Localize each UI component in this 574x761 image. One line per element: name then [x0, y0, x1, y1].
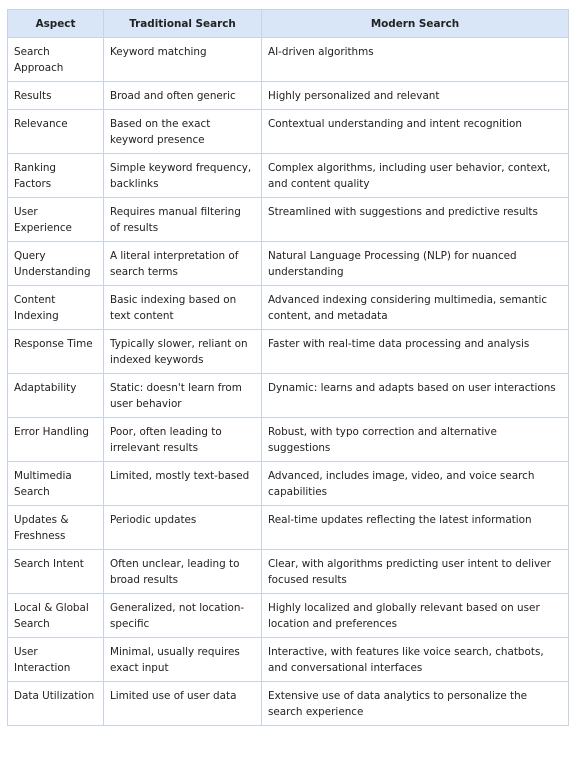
cell-traditional: Keyword matching	[104, 38, 262, 82]
cell-traditional: Basic indexing based on text content	[104, 286, 262, 330]
cell-traditional: Minimal, usually requires exact input	[104, 638, 262, 682]
cell-modern: AI-driven algorithms	[262, 38, 569, 82]
cell-modern: Clear, with algorithms predicting user intent to deliver focused results	[262, 550, 569, 594]
comparison-table-container	[7, 9, 568, 726]
cell-traditional: Broad and often generic	[104, 82, 262, 110]
table-row	[8, 154, 569, 198]
table-row	[8, 374, 569, 418]
cell-aspect: Ranking Factors	[8, 154, 104, 198]
cell-modern: Streamlined with suggestions and predictive results	[262, 198, 569, 242]
table-row	[8, 286, 569, 330]
cell-aspect: Content Indexing	[8, 286, 104, 330]
header-aspect: Aspect	[8, 10, 104, 38]
table-row	[8, 638, 569, 682]
cell-traditional: Limited use of user data	[104, 682, 262, 726]
cell-modern: Dynamic: learns and adapts based on user interactions	[262, 374, 569, 418]
header-row	[8, 10, 569, 38]
cell-modern: Highly personalized and relevant	[262, 82, 569, 110]
header-modern-search: Modern Search	[262, 10, 569, 38]
cell-aspect: Multimedia Search	[8, 462, 104, 506]
cell-traditional: Simple keyword frequency, backlinks	[104, 154, 262, 198]
cell-modern: Natural Language Processing (NLP) for nuanced understanding	[262, 242, 569, 286]
table-row	[8, 330, 569, 374]
cell-modern: Extensive use of data analytics to personalize the search experience	[262, 682, 569, 726]
cell-aspect: Updates & Freshness	[8, 506, 104, 550]
cell-modern: Contextual understanding and intent recognition	[262, 110, 569, 154]
cell-aspect: Search Intent	[8, 550, 104, 594]
cell-traditional: Periodic updates	[104, 506, 262, 550]
cell-traditional: Typically slower, reliant on indexed keywords	[104, 330, 262, 374]
cell-modern: Real-time updates reflecting the latest information	[262, 506, 569, 550]
cell-aspect: Response Time	[8, 330, 104, 374]
cell-modern: Advanced, includes image, video, and voice search capabilities	[262, 462, 569, 506]
cell-aspect: User Interaction	[8, 638, 104, 682]
table-body	[8, 38, 569, 726]
cell-aspect: Search Approach	[8, 38, 104, 82]
cell-aspect: Data Utilization	[8, 682, 104, 726]
cell-aspect: Adaptability	[8, 374, 104, 418]
cell-aspect: User Experience	[8, 198, 104, 242]
comparison-table	[7, 9, 569, 726]
cell-modern: Robust, with typo correction and alternative suggestions	[262, 418, 569, 462]
table-header	[8, 10, 569, 38]
table-row	[8, 38, 569, 82]
table-row	[8, 682, 569, 726]
table-row	[8, 418, 569, 462]
cell-aspect: Relevance	[8, 110, 104, 154]
cell-aspect: Results	[8, 82, 104, 110]
table-row	[8, 594, 569, 638]
cell-traditional: Requires manual filtering of results	[104, 198, 262, 242]
cell-traditional: Often unclear, leading to broad results	[104, 550, 262, 594]
cell-modern: Interactive, with features like voice search, chatbots, and conversational interfaces	[262, 638, 569, 682]
cell-aspect: Error Handling	[8, 418, 104, 462]
table-row	[8, 198, 569, 242]
cell-aspect: Local & Global Search	[8, 594, 104, 638]
table-row	[8, 462, 569, 506]
table-row	[8, 550, 569, 594]
cell-traditional: A literal interpretation of search terms	[104, 242, 262, 286]
cell-traditional: Limited, mostly text-based	[104, 462, 262, 506]
cell-modern: Complex algorithms, including user behavior, context, and content quality	[262, 154, 569, 198]
table-row	[8, 110, 569, 154]
cell-modern: Advanced indexing considering multimedia, semantic content, and metadata	[262, 286, 569, 330]
header-traditional-search: Traditional Search	[104, 10, 262, 38]
cell-traditional: Based on the exact keyword presence	[104, 110, 262, 154]
cell-traditional: Static: doesn't learn from user behavior	[104, 374, 262, 418]
table-row	[8, 82, 569, 110]
table-row	[8, 506, 569, 550]
cell-modern: Faster with real-time data processing and analysis	[262, 330, 569, 374]
cell-modern: Highly localized and globally relevant based on user location and preferences	[262, 594, 569, 638]
table-row	[8, 242, 569, 286]
cell-traditional: Poor, often leading to irrelevant results	[104, 418, 262, 462]
cell-traditional: Generalized, not location-specific	[104, 594, 262, 638]
cell-aspect: Query Understanding	[8, 242, 104, 286]
